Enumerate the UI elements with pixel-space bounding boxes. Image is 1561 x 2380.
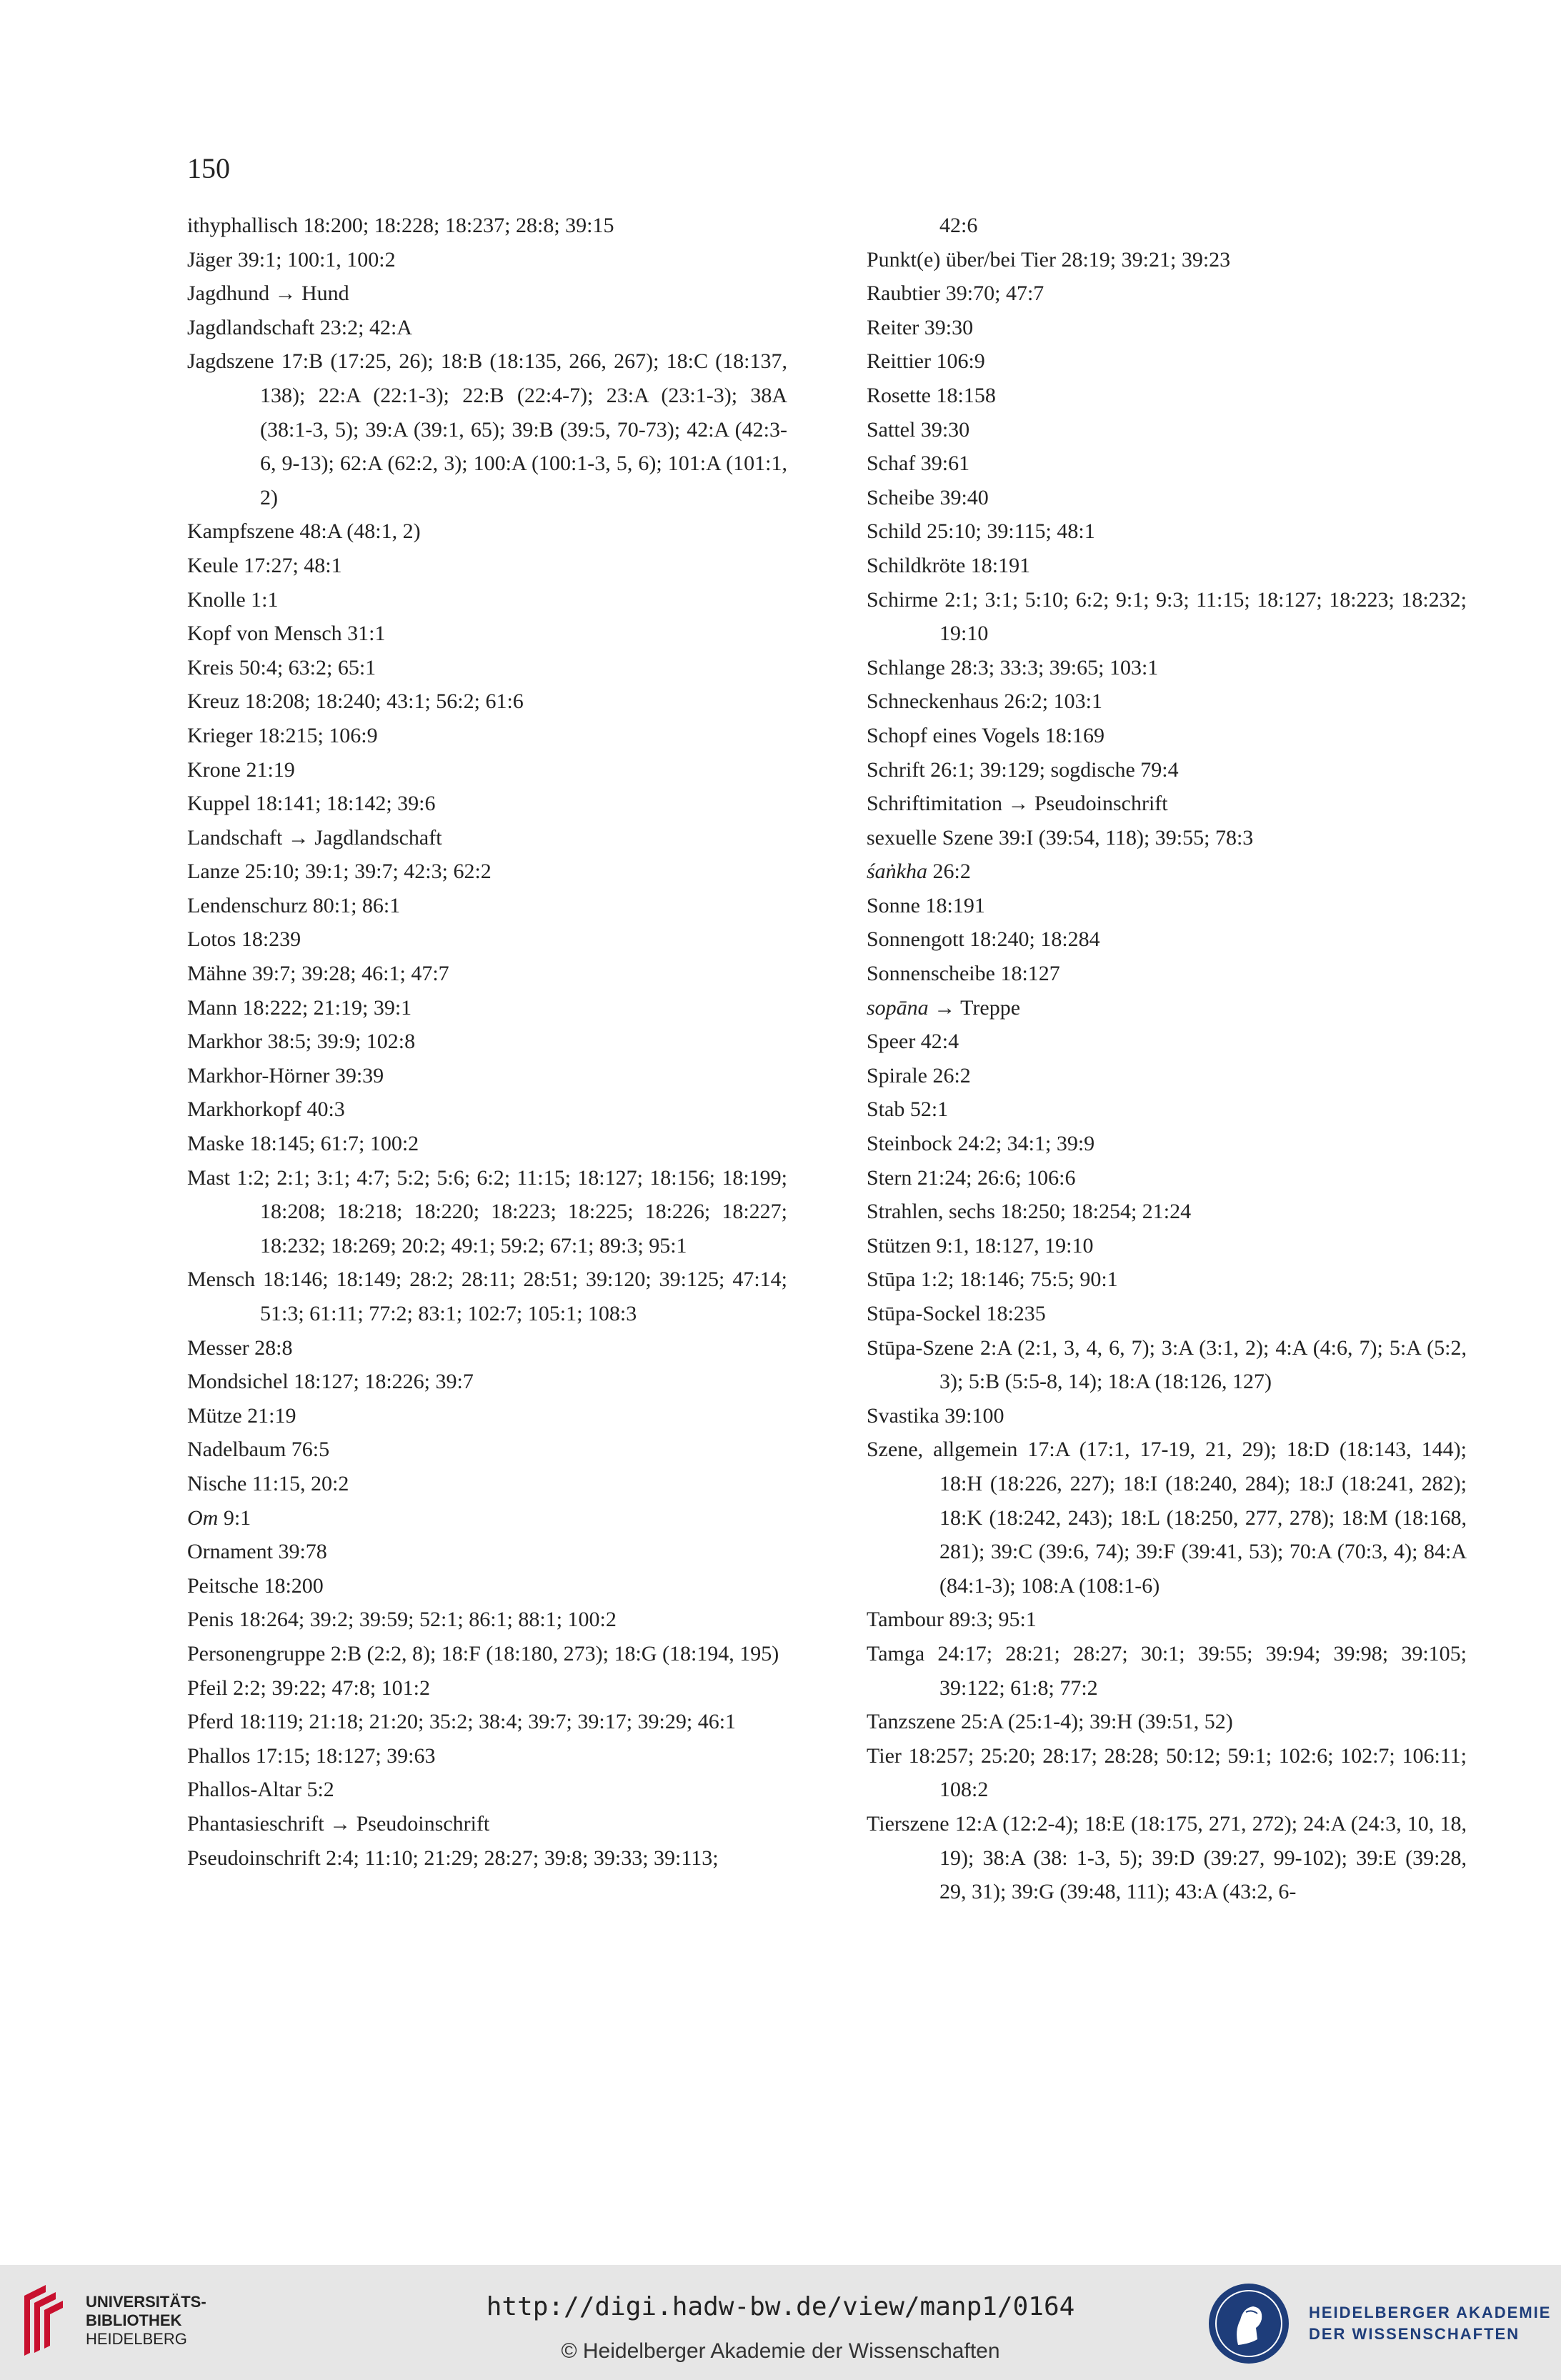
index-entry: Stūpa-Szene 2:A (2:1, 3, 4, 6, 7); 3:A (3:1, 2); 4:A (4:6, 7); 5:A (5:2, 3); 5:B (5:5-8, 14); 18:A (18:126, 127) [867, 1335, 1467, 1394]
index-entry: Nadelbaum 76:5 [187, 1438, 330, 1462]
index-entry: Schriftimitation → Pseudoinschrift [867, 792, 1168, 816]
index-entry: Markhorkopf 40:3 [187, 1097, 345, 1122]
index-entry: Lanze 25:10; 39:1; 39:7; 42:3; 62:2 [187, 860, 492, 884]
index-column-left [187, 209, 787, 1875]
index-entry: Markhor 38:5; 39:9; 102:8 [187, 1030, 416, 1054]
italic-term: sopāna [867, 995, 929, 1020]
index-entry: Mähne 39:7; 39:28; 46:1; 47:7 [187, 962, 449, 986]
italic-term: Om [187, 1505, 219, 1530]
copyright-notice: © Heidelberger Akademie der Wissenschaften [561, 2339, 1000, 2363]
index-entry-sopana: sopāna → Treppe [867, 995, 1021, 1020]
index-entry: Ornament 39:78 [187, 1540, 327, 1564]
index-column-right [867, 209, 1467, 1909]
index-entry: Tierszene 12:A (12:2-4); 18:E (18:175, 271, 272); 24:A (24:3, 10, 18, 19); 38:A (38: 1-3, 5); 39:D (39:27, 99-102); 39:E (39:28, 29, 31); 39:G (39:48, 111); 43:A (43:2, 6- [867, 1811, 1467, 1904]
index-entry: Krieger 18:215; 106:9 [187, 723, 378, 747]
index-entry: Phantasieschrift → Pseudoinschrift [187, 1811, 490, 1836]
academy-line-1: HEIDELBERGER AKADEMIE [1309, 2304, 1552, 2321]
index-entry: Pferd 18:119; 21:18; 21:20; 35:2; 38:4; 39:7; 39:17; 39:29; 46:1 [187, 1710, 737, 1734]
index-entry: Pseudoinschrift 2:4; 11:10; 21:29; 28:27; 39:8; 39:33; 39:113; [187, 1846, 719, 1870]
index-entry: Personengruppe 2:B (2:2, 8); 18:F (18:180, 273); 18:G (18:194, 195) [187, 1641, 779, 1665]
index-entry: Schopf eines Vogels 18:169 [867, 723, 1105, 747]
index-entry: Sonnenscheibe 18:127 [867, 962, 1060, 986]
index-entry-sankha: śaṅkha 26:2 [867, 860, 971, 884]
footer-band [0, 2265, 1561, 2380]
index-entry: Szene, allgemein 17:A (17:1, 17-19, 21, 29); 18:D (18:143, 144); 18:H (18:226, 227); 18:I (18:240, 284); 18:J (18:241, 282); 18:K (18:242, 243); 18:L (18:250, 277, 278); 18:M (18:168, 281); 39:C (39:6, 74); 39:F (39:41, 53); 70:A (70:3, 4); 84:A (84:1-3); 108:A (108:1-6) [867, 1438, 1467, 1598]
index-entry: Schirme 2:1; 3:1; 5:10; 6:2; 9:1; 9:3; 11:15; 18:127; 18:223; 18:232; 19:10 [867, 587, 1467, 646]
index-entry: Raubtier 39:70; 47:7 [867, 282, 1044, 306]
index-entry: Spirale 26:2 [867, 1063, 971, 1087]
index-entry: Stern 21:24; 26:6; 106:6 [867, 1165, 1076, 1190]
academy-seal-icon [1206, 2281, 1292, 2366]
index-entry: Mann 18:222; 21:19; 39:1 [187, 995, 412, 1020]
index-entry: Punkt(e) über/bei Tier 28:19; 39:21; 39:23 [867, 247, 1231, 272]
index-entry: Messer 28:8 [187, 1335, 293, 1360]
index-entry: Sattel 39:30 [867, 417, 970, 442]
index-entry: Jagdhund → Hund [187, 282, 349, 306]
index-entry: Sonnengott 18:240; 18:284 [867, 927, 1100, 952]
index-entry: Mast 1:2; 2:1; 3:1; 4:7; 5:2; 5:6; 6:2; 11:15; 18:127; 18:156; 18:199; 18:208; 18:218; 18:220; 18:223; 18:225; 18:226; 18:227; 18:232; 18:269; 20:2; 49:1; 59:2; 67:1; 89:3; 95:1 [187, 1165, 787, 1258]
academy-name [1309, 2302, 1551, 2345]
index-entry: Strahlen, sechs 18:250; 18:254; 21:24 [867, 1200, 1192, 1224]
index-entry: Mensch 18:146; 18:149; 28:2; 28:11; 28:51; 39:120; 39:125; 47:14; 51:3; 61:11; 77:2; 83:1; 102:7; 105:1; 108:3 [187, 1268, 787, 1325]
index-entry: Jagdlandschaft 23:2; 42:A [187, 315, 412, 339]
index-entry: Schildkröte 18:191 [867, 553, 1031, 577]
index-entry: Schaf 39:61 [867, 452, 970, 476]
index-entry: Kopf von Mensch 31:1 [187, 622, 386, 646]
library-line-1: UNIVERSITÄTS- [86, 2293, 206, 2311]
index-entry: Keule 17:27; 48:1 [187, 553, 342, 577]
index-entry: Stūpa 1:2; 18:146; 75:5; 90:1 [867, 1268, 1118, 1292]
index-entry: Tambour 89:3; 95:1 [867, 1608, 1037, 1632]
index-entry: Schneckenhaus 26:2; 103:1 [867, 689, 1102, 714]
index-entry-continuation: 42:6 [939, 214, 978, 237]
index-entry: ithyphallisch 18:200; 18:228; 18:237; 28:8; 39:15 [187, 214, 614, 237]
index-entry: Kampfszene 48:A (48:1, 2) [187, 519, 421, 544]
index-entry: Peitsche 18:200 [187, 1573, 324, 1598]
academy-line-2: DER WISSENSCHAFTEN [1309, 2325, 1520, 2343]
index-entry: Tamga 24:17; 28:21; 28:27; 30:1; 39:55; 39:94; 39:98; 39:105; 39:122; 61:8; 77:2 [867, 1641, 1467, 1700]
index-entry: Phallos 17:15; 18:127; 39:63 [187, 1743, 436, 1768]
index-entry: Nische 11:15, 20:2 [187, 1471, 349, 1495]
index-entry: Krone 21:19 [187, 757, 295, 782]
index-entry: Tanzszene 25:A (25:1-4); 39:H (39:51, 52) [867, 1710, 1233, 1734]
index-entry: Lendenschurz 80:1; 86:1 [187, 893, 401, 917]
index-entry: Schild 25:10; 39:115; 48:1 [867, 519, 1095, 544]
index-entry: Maske 18:145; 61:7; 100:2 [187, 1132, 419, 1156]
index-entry: Jäger 39:1; 100:1, 100:2 [187, 247, 396, 272]
permalink-url[interactable]: http://digi.hadw-bw.de/view/manp1/0164 [486, 2292, 1075, 2321]
academy-logo[interactable] [1206, 2279, 1551, 2368]
index-entry: Kreuz 18:208; 18:240; 43:1; 56:2; 61:6 [187, 689, 524, 714]
index-entry: Svastika 39:100 [867, 1403, 1004, 1428]
index-entry: Speer 42:4 [867, 1030, 959, 1054]
index-entry-om: Om 9:1 [187, 1505, 251, 1530]
library-line-2: BIBLIOTHEK [86, 2311, 182, 2329]
index-entry: Steinbock 24:2; 34:1; 39:9 [867, 1132, 1095, 1156]
index-entry: Stützen 9:1, 18:127, 19:10 [867, 1233, 1094, 1258]
index-entry: Sonne 18:191 [867, 893, 985, 917]
index-entry: Reiter 39:30 [867, 315, 974, 339]
index-entry: Schlange 28:3; 33:3; 39:65; 103:1 [867, 655, 1159, 679]
index-entry: Mondsichel 18:127; 18:226; 39:7 [187, 1370, 474, 1394]
index-entry: Penis 18:264; 39:2; 39:59; 52:1; 86:1; 88:1; 100:2 [187, 1608, 617, 1632]
index-entry: Kreis 50:4; 63:2; 65:1 [187, 655, 376, 679]
index-entry: Rosette 18:158 [867, 383, 996, 407]
index-entry: Mütze 21:19 [187, 1403, 296, 1428]
index-entry: Landschaft → Jagdlandschaft [187, 825, 442, 850]
index-entry: Schrift 26:1; 39:129; sogdische 79:4 [867, 757, 1179, 782]
index-entry: Markhor-Hörner 39:39 [187, 1063, 384, 1087]
index-entry: Phallos-Altar 5:2 [187, 1778, 334, 1802]
index-entry: Stūpa-Sockel 18:235 [867, 1302, 1046, 1325]
index-entry: Lotos 18:239 [187, 927, 301, 952]
index-entry: Reittier 106:9 [867, 349, 985, 374]
index-entry: Knolle 1:1 [187, 587, 279, 612]
index-entry: Pfeil 2:2; 39:22; 47:8; 101:2 [187, 1676, 431, 1700]
index-entry: Jagdszene 17:B (17:25, 26); 18:B (18:135, 266, 267); 18:C (18:137, 138); 22:A (22:1-3); 22:B (22:4-7); 23:A (23:1-3); 38A (38:1-3, 5); 39:A (39:1, 65); 39:B (39:5, 70-73); 42:A (42:3-6, 9-13); 62:A (62:2, 3); 100:A (100:1-3, 5, 6); 101:A (101:1, 2) [187, 349, 787, 509]
index-entry: Tier 18:257; 25:20; 28:17; 28:28; 50:12; 59:1; 102:6; 102:7; 106:11; 108:2 [867, 1743, 1467, 1802]
index-entry: Kuppel 18:141; 18:142; 39:6 [187, 792, 436, 816]
library-line-3: HEIDELBERG [86, 2330, 187, 2348]
index-entry: Stab 52:1 [867, 1097, 949, 1122]
index-entry: Scheibe 39:40 [867, 485, 989, 509]
italic-term: śaṅkha [867, 860, 927, 884]
index-entry: sexuelle Szene 39:I (39:54, 118); 39:55; 78:3 [867, 825, 1254, 850]
page-number: 150 [187, 152, 230, 184]
